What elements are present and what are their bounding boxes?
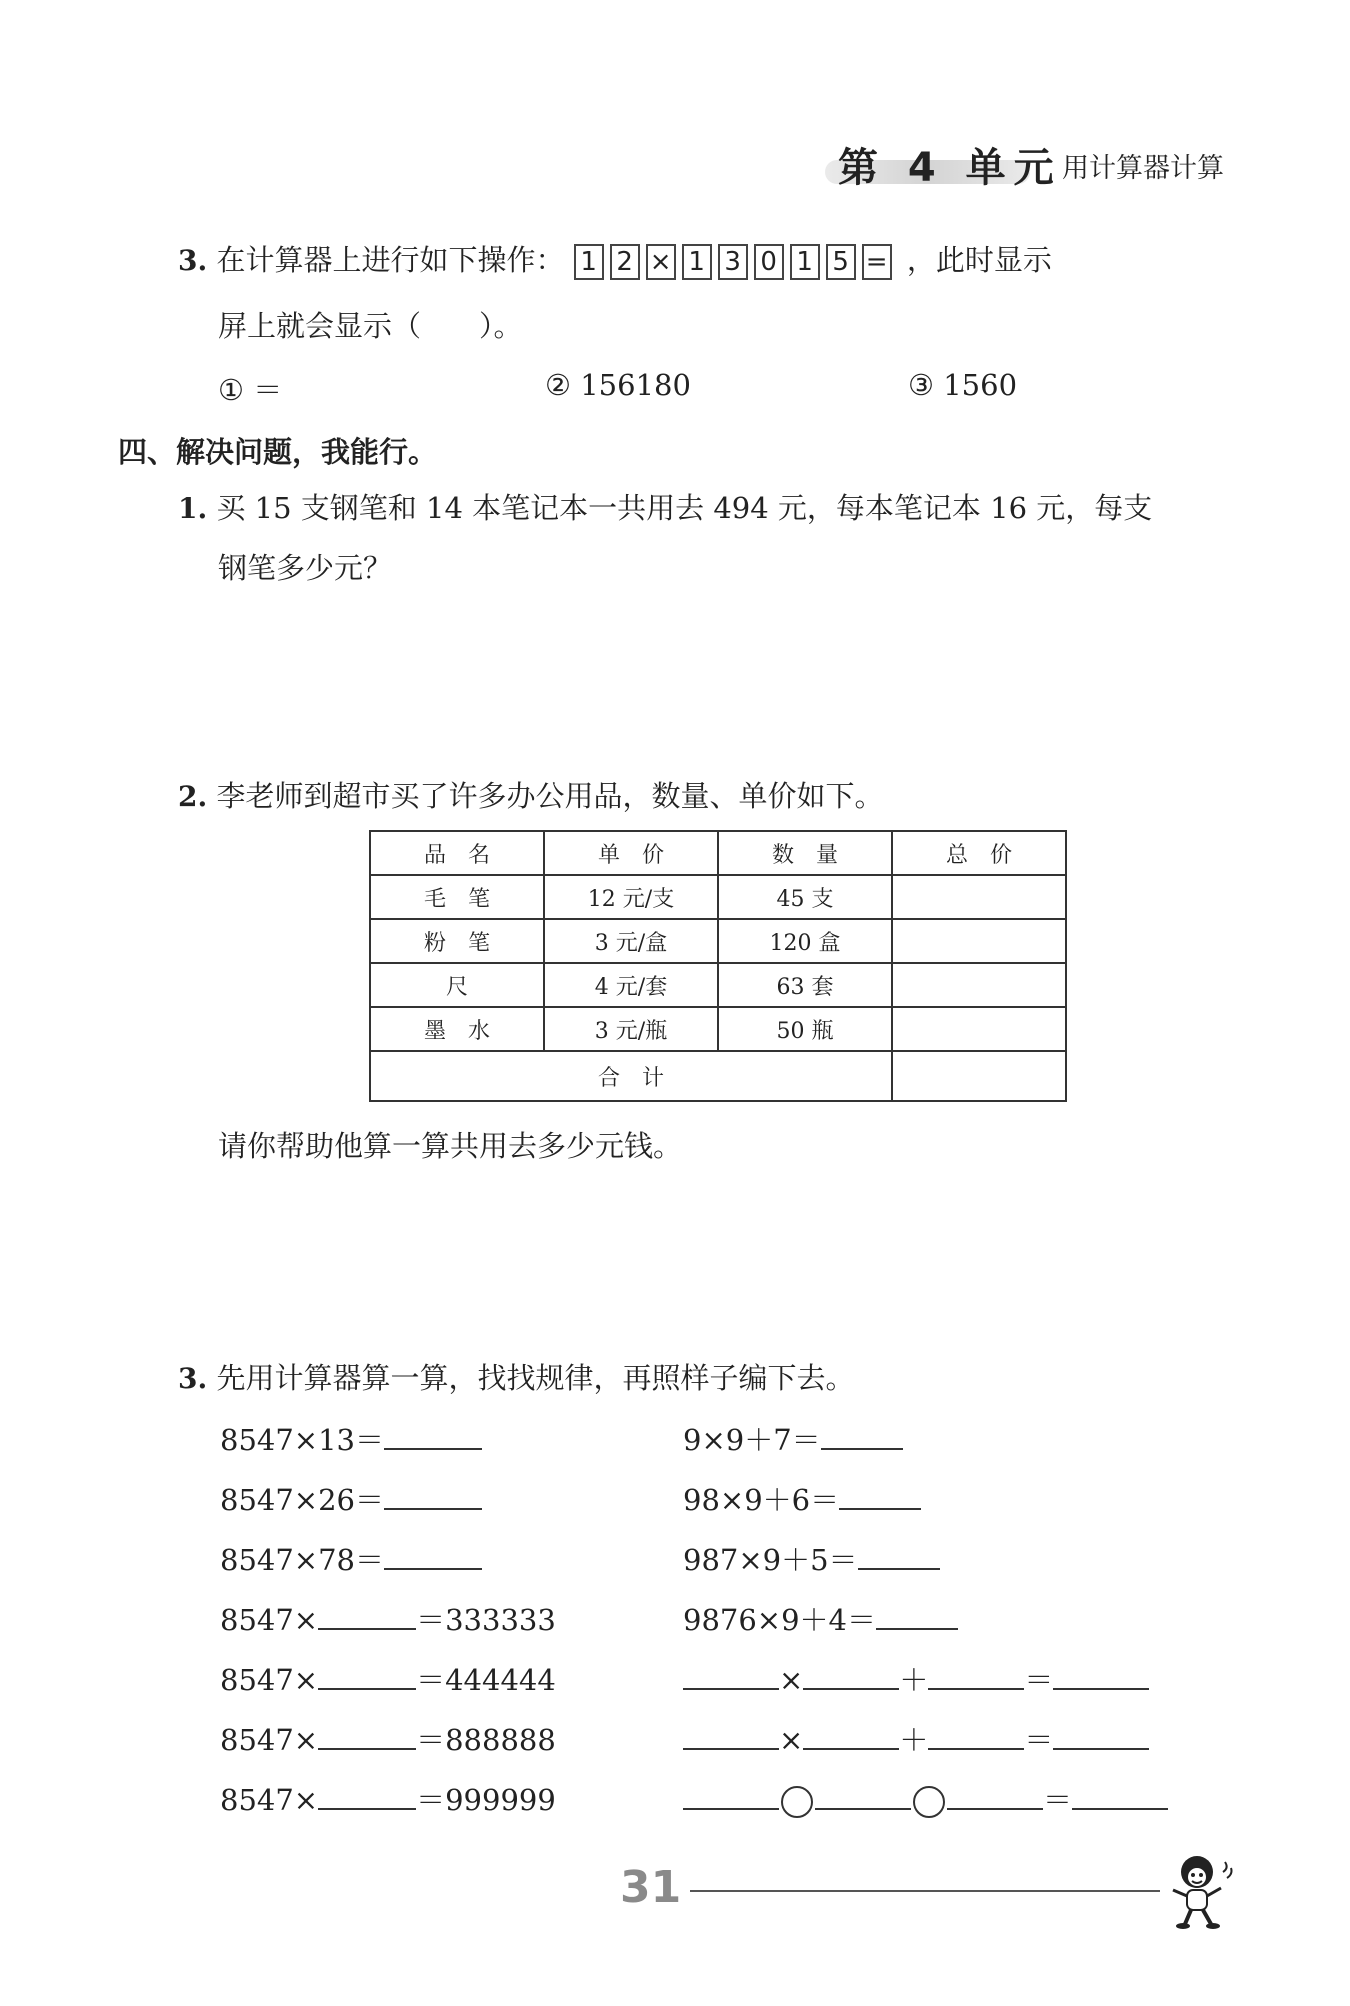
table-cell-answer[interactable]: [892, 1007, 1066, 1051]
operator: ＋: [899, 1663, 929, 1697]
answer-blank[interactable]: [384, 1446, 482, 1450]
problem3-text: 先用计算器算一算，找找规律，再照样子编下去。: [216, 1361, 855, 1395]
expression-result: ＝999999: [416, 1783, 556, 1817]
table-cell-answer[interactable]: [892, 963, 1066, 1007]
cartoon-mascot-icon: [1165, 1850, 1235, 1930]
answer-blank[interactable]: [384, 1506, 482, 1510]
question-number: 3.: [178, 1362, 208, 1395]
option-1: ① ＝: [218, 373, 283, 407]
answer-blank[interactable]: [821, 1446, 903, 1450]
expression: 987×9＋5＝: [683, 1543, 858, 1577]
expression-result: ＝444444: [416, 1663, 556, 1697]
expression: 8547×: [220, 1603, 319, 1637]
table-header-cell: 数 量: [718, 831, 892, 875]
pattern-left-row: [220, 1778, 556, 1819]
answer-blank[interactable]: [318, 1806, 416, 1810]
calculator-keys: [574, 243, 907, 277]
calc-key: 1: [574, 244, 604, 280]
operator: ＝: [1043, 1783, 1073, 1817]
pattern-right-row: [683, 1778, 1168, 1819]
table-total-answer[interactable]: [892, 1051, 1066, 1101]
calc-key: 0: [754, 244, 784, 280]
table-cell: 墨 水: [370, 1007, 544, 1051]
expression: 8547×13＝: [220, 1423, 385, 1457]
table-cell: 63 套: [718, 963, 892, 1007]
table-cell: 尺: [370, 963, 544, 1007]
table-header-cell: 单 价: [544, 831, 718, 875]
page-number: 31: [620, 1862, 682, 1913]
answer-blank[interactable]: [928, 1746, 1024, 1750]
option-3: ③ 1560: [908, 368, 1018, 402]
table-cell: 50 瓶: [718, 1007, 892, 1051]
table-header-cell: 品 名: [370, 831, 544, 875]
price-table: [369, 830, 1067, 1102]
calc-key: =: [862, 244, 892, 280]
table-cell-answer[interactable]: [892, 919, 1066, 963]
table-cell: 粉 笔: [370, 919, 544, 963]
calc-key: 3: [718, 244, 748, 280]
operator-circle[interactable]: [913, 1786, 945, 1818]
question-number: 2.: [178, 780, 208, 813]
question-suffix: ，此时显示: [906, 243, 1052, 277]
answer-blank[interactable]: [803, 1686, 899, 1690]
pattern-left-row: [220, 1598, 556, 1639]
calc-question-line2: 屏上就会显示（ ）。: [218, 309, 523, 343]
table-header-cell: 总 价: [892, 831, 1066, 875]
calc-key: 1: [682, 244, 712, 280]
pattern-right-row: [683, 1598, 958, 1639]
expression-result: ＝888888: [416, 1723, 556, 1757]
table-cell: 毛 笔: [370, 875, 544, 919]
option-2: ② 156180: [545, 368, 691, 402]
pattern-left-row: [220, 1418, 482, 1459]
table-row: [370, 875, 1066, 919]
operator: ＝: [1024, 1723, 1054, 1757]
answer-blank[interactable]: [858, 1566, 940, 1570]
problem2-line: [178, 774, 883, 815]
operator: ＋: [899, 1723, 929, 1757]
table-cell: 4 元/套: [544, 963, 718, 1007]
answer-blank[interactable]: [928, 1686, 1024, 1690]
problem1-line2: 钢笔多少元？: [218, 551, 393, 585]
pattern-left-row: [220, 1478, 482, 1519]
calc-key: ×: [646, 244, 676, 280]
pattern-left-row: [220, 1718, 556, 1759]
footer-divider: [690, 1890, 1160, 1892]
answer-blank[interactable]: [1072, 1806, 1168, 1810]
answer-blank[interactable]: [815, 1806, 911, 1810]
expression: 8547×78＝: [220, 1543, 385, 1577]
question-prefix: 在计算器上进行如下操作：: [216, 243, 565, 277]
table-cell: 3 元/盒: [544, 919, 718, 963]
answer-blank[interactable]: [683, 1746, 779, 1750]
unit-subtitle: 用计算器计算: [1062, 153, 1224, 184]
table-header-row: [370, 831, 1066, 875]
answer-blank[interactable]: [1053, 1686, 1149, 1690]
problem1-text: 买 15 支钢笔和 14 本笔记本一共用去 494 元，每本笔记本 16 元，每支: [216, 491, 1153, 525]
table-total-row: [370, 1051, 1066, 1101]
problem2-prompt: 请你帮助他算一算共用去多少元钱。: [218, 1129, 683, 1163]
answer-blank[interactable]: [384, 1566, 482, 1570]
calc-key: 2: [610, 244, 640, 280]
answer-blank[interactable]: [683, 1806, 779, 1810]
table-row: [370, 963, 1066, 1007]
table-total-label: 合 计: [370, 1051, 892, 1101]
calc-key: 1: [790, 244, 820, 280]
expression: 8547×: [220, 1783, 319, 1817]
pattern-right-row: [683, 1718, 1149, 1759]
table-cell: 120 盒: [718, 919, 892, 963]
table-cell: 12 元/支: [544, 875, 718, 919]
operator: ＝: [1024, 1663, 1054, 1697]
section-title: 四、解决问题，我能行。: [118, 435, 438, 469]
expression-result: ＝333333: [416, 1603, 556, 1637]
answer-blank[interactable]: [318, 1686, 416, 1690]
expression: 8547×: [220, 1663, 319, 1697]
expression: 8547×: [220, 1723, 319, 1757]
question-number: 1.: [178, 492, 208, 525]
calc-key: 5: [826, 244, 856, 280]
pattern-right-row: [683, 1658, 1149, 1699]
table-cell-answer[interactable]: [892, 875, 1066, 919]
pattern-left-row: [220, 1538, 482, 1579]
answer-blank[interactable]: [683, 1686, 779, 1690]
expression: 8547×26＝: [220, 1483, 385, 1517]
table-cell: 3 元/瓶: [544, 1007, 718, 1051]
table-row: [370, 919, 1066, 963]
unit-title: 第 4 单元: [838, 145, 1062, 191]
expression: 9×9＋7＝: [683, 1423, 821, 1457]
answer-blank[interactable]: [318, 1626, 416, 1630]
pattern-left-row: [220, 1658, 556, 1699]
answer-blank[interactable]: [1053, 1746, 1149, 1750]
operator-circle[interactable]: [781, 1786, 813, 1818]
answer-blank[interactable]: [803, 1746, 899, 1750]
answer-blank[interactable]: [318, 1746, 416, 1750]
pattern-right-row: [683, 1418, 903, 1459]
pattern-right-row: [683, 1538, 940, 1579]
calc-question-line1: [178, 238, 1052, 280]
expression: 98×9＋6＝: [683, 1483, 840, 1517]
problem1-line1: [178, 486, 1152, 527]
problem2-text: 李老师到超市买了许多办公用品，数量、单价如下。: [216, 779, 884, 813]
question-number: 3.: [178, 244, 208, 277]
operator: ×: [779, 1723, 804, 1757]
table-row: [370, 1007, 1066, 1051]
table-cell: 45 支: [718, 875, 892, 919]
pattern-right-row: [683, 1478, 921, 1519]
answer-blank[interactable]: [876, 1626, 958, 1630]
answer-blank[interactable]: [839, 1506, 921, 1510]
operator: ×: [779, 1663, 804, 1697]
problem3-line: [178, 1356, 854, 1397]
expression: 9876×9＋4＝: [683, 1603, 877, 1637]
answer-blank[interactable]: [947, 1806, 1043, 1810]
